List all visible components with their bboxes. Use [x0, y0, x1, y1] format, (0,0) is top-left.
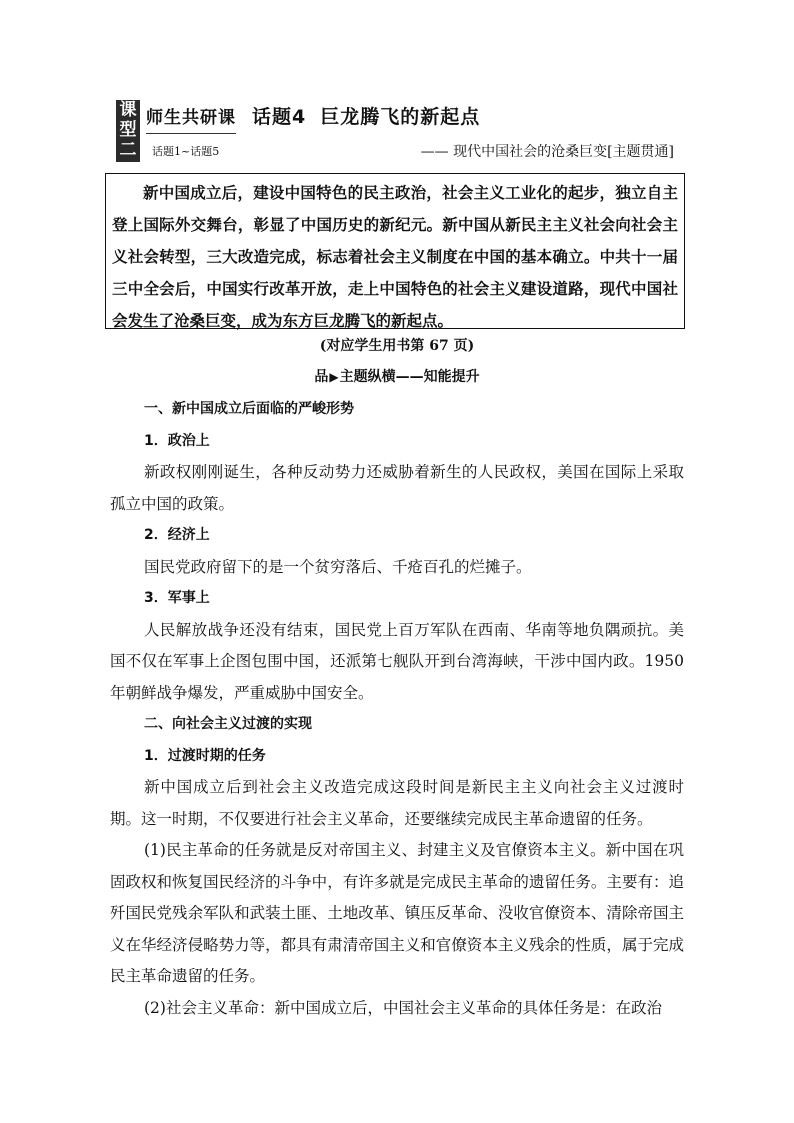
course-divider: [146, 133, 236, 134]
paragraph: [110, 457, 684, 520]
paragraph-text: 新政权刚刚诞生，各种反动势力还威胁着新生的人民政权，美国在国际上采取孤立中国的政策。: [110, 463, 684, 513]
subheading: 2．经济上: [144, 527, 210, 543]
topic-number: 话题4: [252, 106, 307, 128]
page-reference: (对应学生用书第 67 页): [319, 338, 475, 354]
course-type-badge: [116, 100, 140, 162]
summary-box: 新中国成立后，建设中国特色的民主政治，社会主义工业化的起步，独立自主登上国际外交舞台，彰显了中国历史的新纪元。新中国从新民主主义社会向社会主义社会转型，三大改造完成，标志着社会主义制度在中国的基本确立。中共十一届三中全会后，中国实行改革开放，走上中国特色的社会主义建设道路，现代中国社会发生了沧桑巨变，成为东方巨龙腾飞的新起点。: [105, 173, 685, 329]
course-range: 话题1~话题5: [152, 145, 220, 158]
topic-name: 巨龙腾飞的新起点: [320, 106, 481, 128]
heading-2: 二、向社会主义过渡的实现: [144, 716, 312, 732]
badge-char: 二: [119, 140, 137, 160]
paragraph: 人民解放战争还没有结束，国民党上百万军队在西南、华南等地负隅顽抗。美国不仅在军事上企图包围中国，还派第七舰队开到台湾海峡，干涉中国内政。1950 年朝鲜战争爆发，严重威胁中国安全。: [110, 620, 684, 702]
badge-char: 课: [119, 100, 137, 120]
paragraph: (1)民主革命的任务就是反对帝国主义、封建主义及官僚资本主义。新中国在巩固政权和恢复国民经济的斗争中，有许多就是完成民主革命的遗留任务。主要有：追歼国民党残余军队和武装土匪、土地改革、镇压反革命、没收官僚资本、清除帝国主义在华经济侵略势力等，都具有肃清帝国主义和官僚资本主义残余的性质，属于完成民主革命遗留的任务。: [110, 841, 684, 985]
subheading: 3．军事上: [144, 590, 210, 606]
topic-title: [252, 102, 480, 129]
section-banner: [0, 366, 794, 386]
heading-1: 一、新中国成立后面临的严峻形势: [144, 401, 354, 417]
topic-subtitle: —— 现代中国社会的沧桑巨变[主题贯通]: [420, 144, 674, 160]
main-content: [110, 394, 684, 1024]
subheading: 1．政治上: [144, 432, 210, 449]
banner-left: 品: [314, 369, 329, 385]
paragraph: (2)社会主义革命：新中国成立后，中国社会主义革命的具体任务是：在政治: [144, 998, 662, 1017]
paragraph: 国民党政府留下的是一个贫穷落后、千疮百孔的烂摊子。: [144, 557, 532, 576]
banner-right: 主题纵横——知能提升: [339, 369, 480, 385]
course-type-label: 师生共研课: [146, 108, 236, 128]
paragraph: 新中国成立后到社会主义改造完成这段时间是新民主主义向社会主义过渡时期。这一时期，不仅要进行社会主义革命，还要继续完成民主革命遗留的任务。: [110, 778, 684, 828]
subheading: 1．过渡时期的任务: [144, 747, 266, 764]
play-arrow-icon: ▶: [329, 370, 339, 384]
badge-char: 型: [119, 120, 137, 140]
